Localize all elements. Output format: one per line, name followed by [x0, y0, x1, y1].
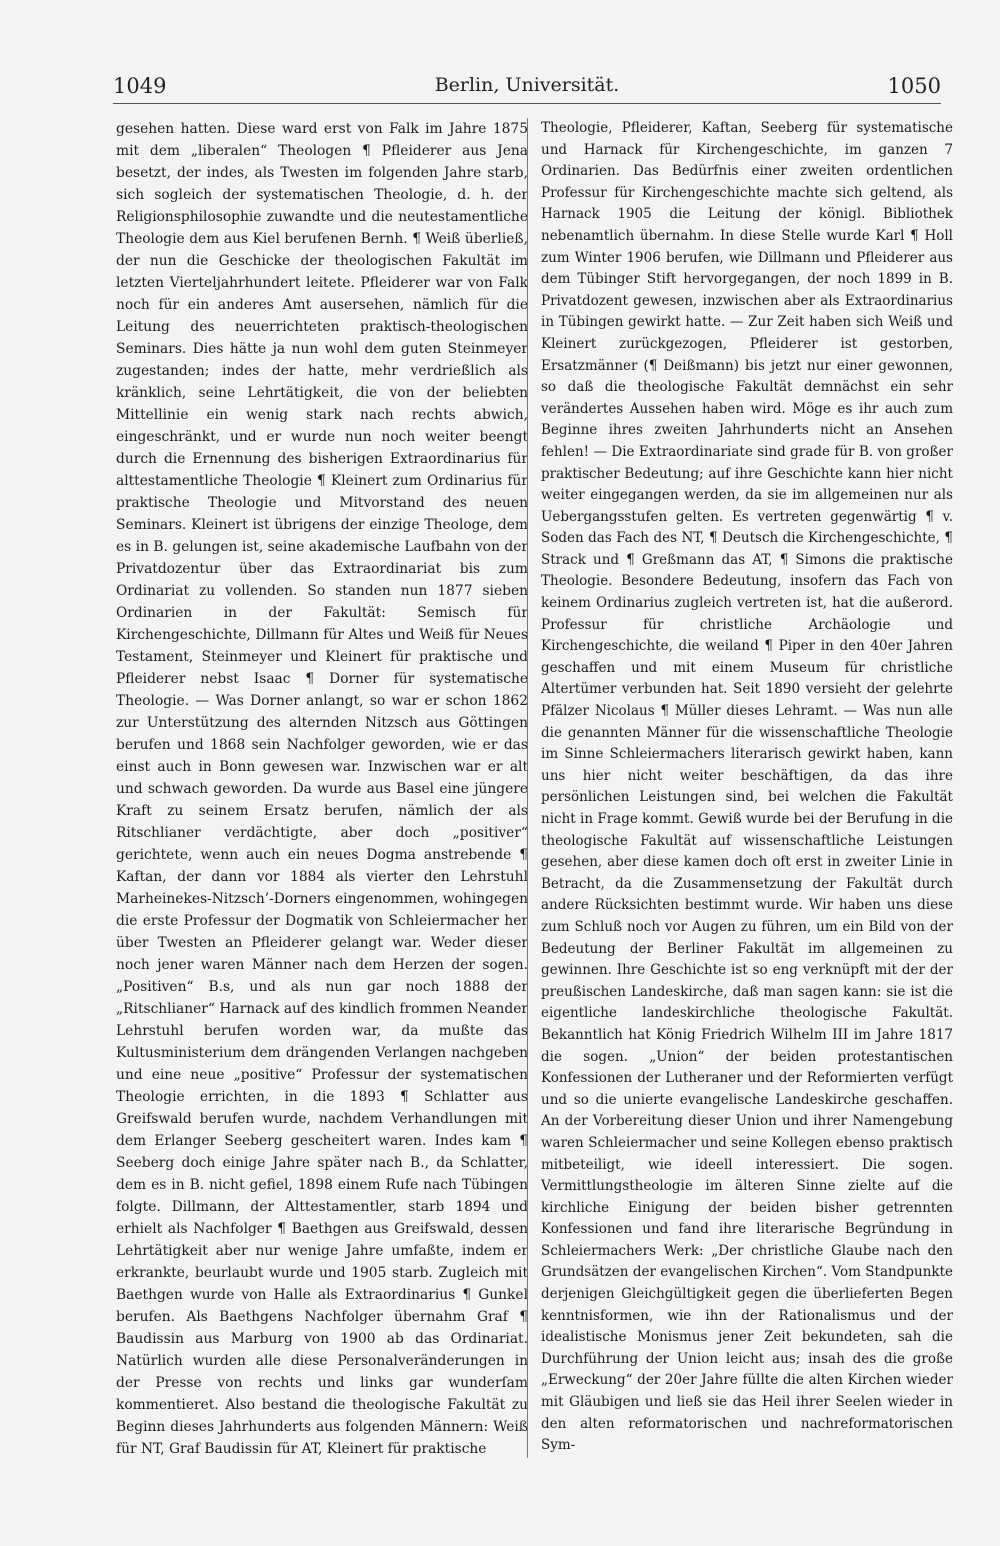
header-rule	[113, 103, 941, 104]
right-column	[541, 118, 953, 1460]
running-header	[113, 74, 941, 100]
running-title: Berlin, Universität.	[434, 74, 620, 96]
right-column-text: Theologie, Pfleiderer, Kaftan, Seeberg für systematische und Harnack für Kirchengeschichte, im ganzen 7 Ordinarien. Das Bedürfnis einer zweiten ordentlichen Professur für Kirchengeschichte machte sich geltend, als Harnack 1905 die Leitung der königl. Bibliothek nebenamtlich übernahm. In diese Stelle wurde Karl ¶ Holl zum Winter 1906 berufen, wie Dillmann und Pfleiderer aus dem Tübinger Stift hervorgegangen, der noch 1899 in B. Privatdozent gewesen, inzwischen aber als Extraordinarius in Tübingen gewirkt hatte. — Zur Zeit haben sich Weiß und Kleinert zurückgezogen, Pfleiderer ist gestorben, Ersatzmänner (¶ Deißmann) bis jetzt nur einer gewonnen, so daß die theologische Fakultät demnächst ein sehr verändertes Aussehen haben wird. Möge es ihr auch zum Beginne ihres zweiten Jahrhunderts nicht an Ansehen fehlen! — Die Extraordinariate sind grade für B. von großer praktischer Bedeutung; auf ihre Geschichte kann hier nicht weiter eingegangen werden, da sie im allgemeinen nur als Uebergangsstufen gelten. Es vertreten gegenwärtig ¶ v. Soden das Fach des NT, ¶ Deutsch die Kirchengeschichte, ¶ Strack und ¶ Greßmann das AT, ¶ Simons die praktische Theologie. Besondere Bedeutung, insofern das Fach von keinem Ordinarius zugleich vertreten ist, hat die außerord. Professur für christliche Archäologie und Kirchengeschichte, die weiland ¶ Piper in den 40er Jahren geschaffen und mit einem Museum für christliche Altertümer verbunden hat. Seit 1890 versieht der gelehrte Pfälzer Nicolaus ¶ Müller dieses Lehramt. — Was nun alle die genannten Männer für die wissenschaftliche Theologie im Sinne Schleiermachers literarisch gewirkt haben, kann uns hier nicht weiter beschäftigen, da das ihre persönlichen Leistungen sind, bei welchen die Fakultät nicht in Frage kommt. Gewiß wurde bei der Berufung in die theologische Fakultät auf wissenschaftliche Leistungen gesehen, aber diese kamen doch oft erst in zweiter Linie in Betracht, da die Zusammensetzung der Fakultät durch andere Rücksichten bestimmt wurde. Wir haben uns diese zum Schluß noch vor Augen zu führen, um ein Bild von der Bedeutung der Berliner Fakultät im allgemeinen zu gewinnen. Ihre Geschichte ist so eng verknüpft mit der der preußischen Landeskirche, daß man sagen kann: sie ist die eigentliche landeskirchliche theologische Fakultät. Bekanntlich hat König Friedrich Wilhelm III im Jahre 1817 die sogen. „Union“ der beiden protestantischen Konfessionen der Lutheraner und der Reformierten verfügt und so die unierte evangelische Landeskirche geschaffen. An der Vorbereitung dieser Union und ihrer Namengebung waren Schleiermacher und seine Kollegen ebenso praktisch mitbeteiligt, wie ideell interessiert. Die sogen. Vermittlungstheologie im älteren Sinne zielte auf die kirchliche Einigung der beiden bisher getrennten Konfessionen und fand ihre literarische Begründung in Schleiermachers Werk: „Der christliche Glaube nach den Grundsätzen der evangelischen Kirchen“. Vom Standpunkte derjenigen Gleichgültigkeit gegen die überlieferten Begen kenntnisformen, wie ihn der Rationalismus und der idealistische Monismus jener Zeit bekundeten, sah die Durchführung der Union leicht aus; insah des die große „Erweckung“ der 20er Jahre füllte die alten Kirchen wieder mit Gläubigen und ließ sie das Heil ihrer Seelen wieder in den alten reformatorischen und nachreformatorischen Sym-	[541, 120, 953, 1454]
left-column	[116, 118, 528, 1460]
left-column-text: gesehen hatten. Diese ward erst von Falk im Jahre 1875 mit dem „liberalen“ Theologen ¶ Pfleiderer aus Jena besetzt, der indes, als Twesten im folgenden Jahre starb, sich sogleich der systematischen Theologie, d. h. der Religionsphilosophie zuwandte und die neutestamentliche Theologie dem aus Kiel berufenen Bernh. ¶ Weiß überließ, der nun die Geschicke der theologischen Fakultät im letzten Vierteljahrhundert leitete. Pfleiderer war von Falk noch für ein anderes Amt ausersehen, nämlich für die Leitung des neuerrichteten praktisch-theologischen Seminars. Dies hätte ja nun wohl dem guten Steinmeyer zugestanden; indes der hatte, mehr verdrießlich als kränklich, seine Lehrtätigkeit, die von der beliebten Mittellinie ein wenig stark nach rechts abwich, eingeschränkt, und er wurde nun noch weiter beengt durch die Ernennung des bisherigen Extraordinarius für alttestamentliche Theologie ¶ Kleinert zum Ordinarius für praktische Theologie und Mitvorstand des neuen Seminars. Kleinert ist übrigens der einzige Theologe, dem es in B. gelungen ist, seine akademische Laufbahn von der Privatdozentur über das Extraordinariat bis zum Ordinariat zu vollenden. So standen nun 1877 sieben Ordinarien in der Fakultät: Semisch für Kirchengeschichte, Dillmann für Altes und Weiß für Neues Testament, Steinmeyer und Kleinert für praktische und Pfleiderer nebst Isaac ¶ Dorner für systematische Theologie. — Was Dorner anlangt, so war er schon 1862 zur Unterstützung des alternden Nitzsch aus Göttingen berufen und 1868 sein Nachfolger geworden, wie er das einst auch in Bonn gewesen war. Inzwischen war er alt und schwach geworden. Da wurde aus Basel eine jüngere Kraft zu seinem Ersatz berufen, nämlich der als Ritschlianer verdächtigte, aber doch „positiver“ gerichtete, wenn auch ein neues Dogma anstrebende ¶ Kaftan, der dann vor 1884 als vierter den Lehrstuhl Marheinekes-Nitzsch’-Dorners eingenommen, wohingegen die erste Professur der Dogmatik von Schleiermacher her über Twesten an Pfleiderer gelangt war. Weder dieser noch jener waren Männer nach dem Herzen der sogen. „Positiven“ B.s, und als nun gar noch 1888 der „Ritschlianer“ Harnack auf des kindlich frommen Neander Lehrstuhl berufen worden war, da mußte das Kultusministerium dem drängenden Verlangen nachgeben und eine neue „positive“ Professur der systematischen Theologie errichten, in die 1893 ¶ Schlatter aus Greifswald berufen wurde, nachdem Verhandlungen mit dem Erlanger Seeberg gescheitert waren. Indes kam ¶ Seeberg doch einige Jahre später nach B., da Schlatter, dem es in B. nicht gefiel, 1898 einem Rufe nach Tübingen folgte. Dillmann, der Alttestamentler, starb 1894 und erhielt als Nachfolger ¶ Baethgen aus Greifswald, dessen Lehrtätigkeit aber nur wenige Jahre umfaßte, indem er erkrankte, beurlaubt wurde und 1905 starb. Zugleich mit Baethgen wurde von Halle als Extraordinarius ¶ Gunkel berufen. Als Baethgens Nachfolger übernahm Graf ¶ Baudissin aus Marburg von 1900 ab das Ordinariat. Natürlich wurden alle diese Personalveränderungen in der Presse von rechts und links gar wunderſam kommentieret. Also bestand die theologische Fakultät zu Beginn dieses Jahrhunderts aus folgenden Männern: Weiß für NT, Graf Baudissin für AT, Kleinert für praktische	[116, 121, 528, 1457]
page-number-right: 1050	[887, 74, 941, 98]
column-divider	[527, 118, 528, 1458]
page-number-left: 1049	[113, 74, 167, 98]
